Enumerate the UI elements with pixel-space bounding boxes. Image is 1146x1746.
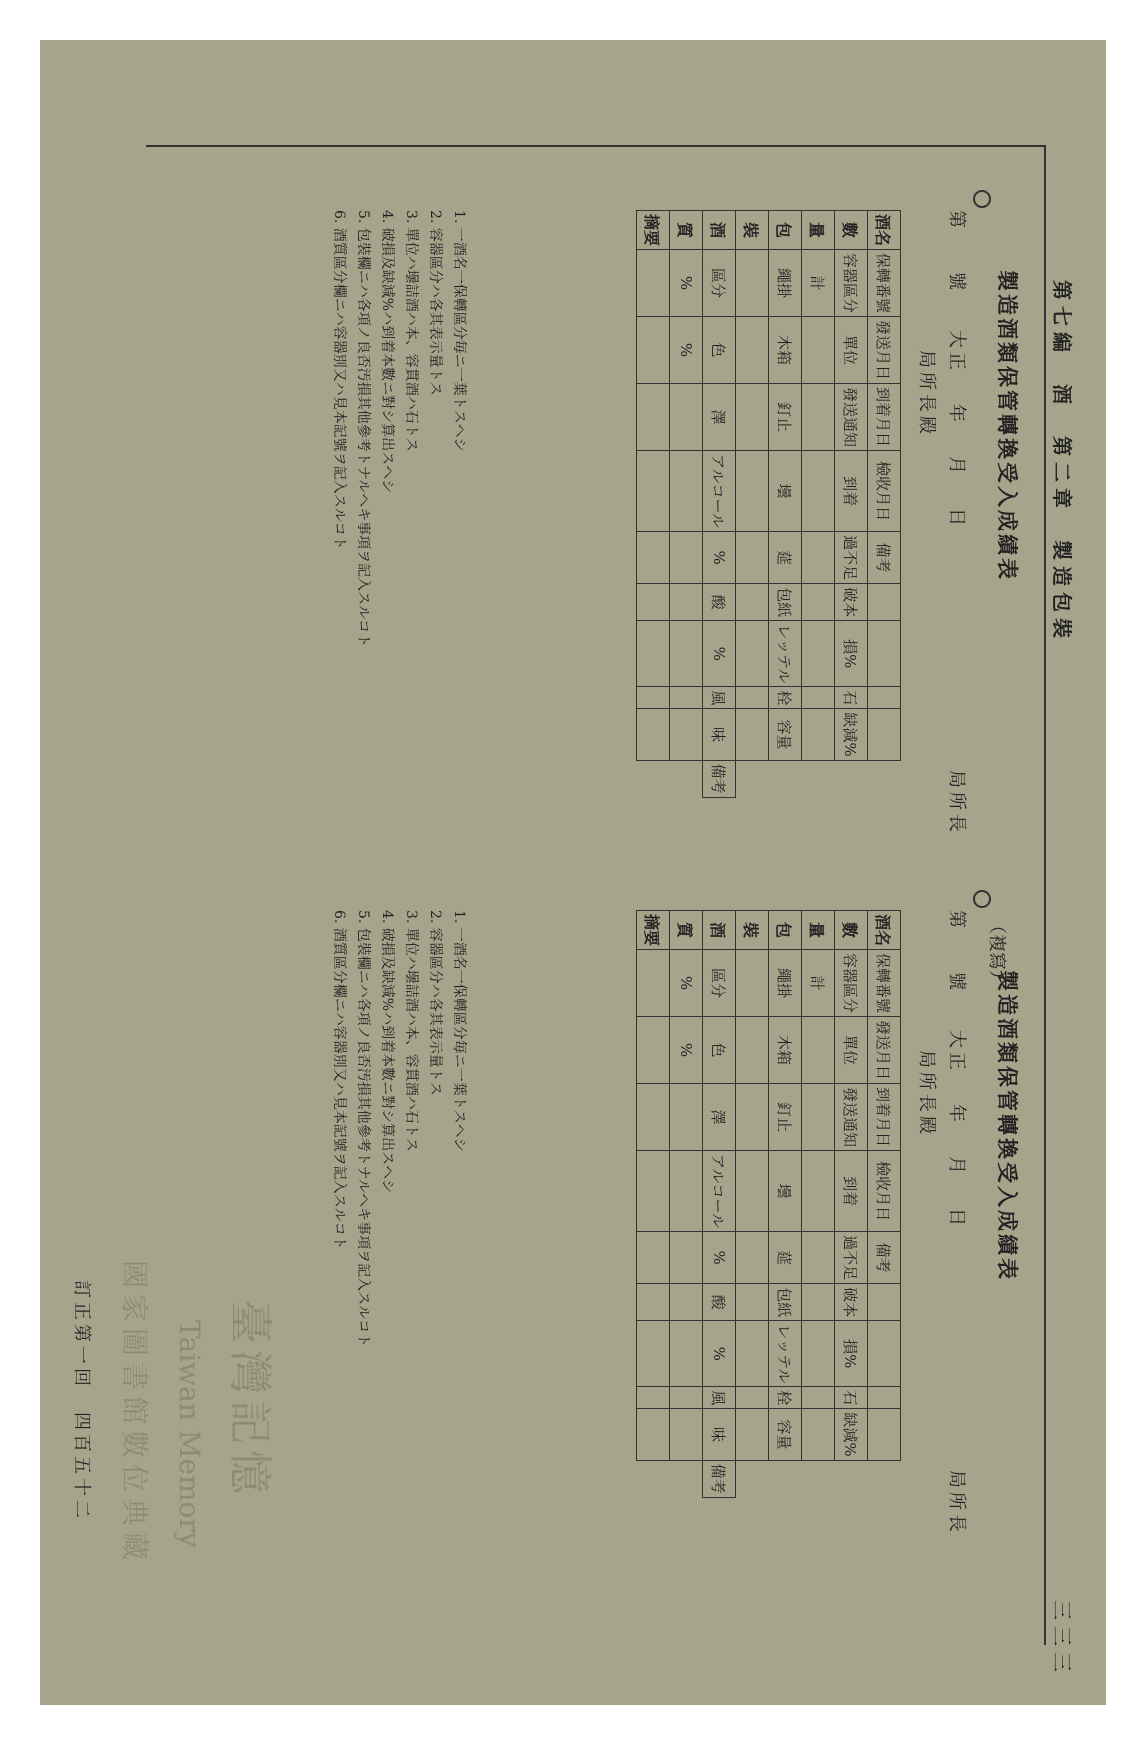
table-cell: 過不足 — [835, 532, 868, 584]
table-cell: 單位 — [835, 317, 868, 384]
table-cell: 酸 — [703, 584, 736, 621]
blank-cell[interactable] — [637, 709, 670, 760]
top-rule — [1044, 145, 1046, 1645]
blank-cell[interactable] — [736, 1284, 769, 1321]
number-line — [945, 910, 971, 1034]
blank-cell[interactable] — [670, 1409, 703, 1460]
form-duplicate — [131, 910, 1031, 1610]
copy-mark: （複寫） — [986, 916, 1007, 988]
table-cell: 木箱 — [769, 317, 802, 384]
blank-cell[interactable] — [637, 1232, 670, 1284]
table-row — [670, 211, 703, 798]
blank-cell[interactable] — [802, 1387, 835, 1409]
table-cell: % — [703, 532, 736, 584]
table-cell: 壜 — [769, 451, 802, 532]
chapter-header: 第七編 酒 第二章 製造包裝 — [1050, 280, 1074, 644]
table-cell: 莚 — [769, 1232, 802, 1284]
blank-cell[interactable] — [802, 621, 835, 687]
blank-cell[interactable] — [802, 1084, 835, 1151]
number-line — [945, 210, 971, 334]
blank-cell[interactable] — [637, 317, 670, 384]
table-cell: 容量 — [769, 1409, 802, 1460]
blank-cell[interactable] — [736, 584, 769, 621]
table-cell: 色 — [703, 317, 736, 384]
table-cell: 計 — [802, 950, 835, 1017]
blank-cell[interactable] — [637, 1084, 670, 1151]
table-row — [637, 211, 670, 798]
table-cell: 風 — [703, 687, 736, 709]
blank-cell[interactable] — [637, 950, 670, 1017]
table-cell: 味 — [703, 1409, 736, 1460]
table-cell: 繩掛 — [769, 250, 802, 317]
table-cell: % — [670, 317, 703, 384]
note-line: 1. 一酒名一保轉區分毎ニ一葉トスヘシ — [451, 210, 467, 452]
blank-cell[interactable] — [802, 451, 835, 532]
table-row — [703, 211, 736, 798]
table-cell: 發送月日 — [868, 1017, 901, 1084]
form-title: 製造酒類保管轉換受入成績表 — [995, 970, 1020, 1282]
blank-cell[interactable] — [736, 250, 769, 317]
table-cell: 檢收月日 — [868, 1151, 901, 1232]
blank-cell[interactable] — [868, 1321, 901, 1387]
row-header: 量 — [802, 911, 835, 950]
table-cell: アルコール — [703, 451, 736, 532]
number-line-part: 第 — [946, 910, 967, 932]
table-cell: 到着月日 — [868, 1084, 901, 1151]
binding-hole — [973, 190, 991, 208]
table-row — [637, 911, 670, 1498]
table-cell: 石 — [835, 687, 868, 709]
table-row — [736, 211, 769, 798]
blank-cell[interactable] — [670, 1084, 703, 1151]
table-cell: 區分 — [703, 250, 736, 317]
blank-cell[interactable] — [670, 709, 703, 760]
note-line: 5. 包裝欄ニハ各項ノ良否汚損其他參考トナルヘキ事項ヲ記入スルコト — [355, 910, 371, 1348]
blank-cell[interactable] — [670, 1321, 703, 1387]
note-line: 2. 容器區分ハ各其表示量トス — [427, 210, 443, 396]
blank-cell[interactable] — [670, 1284, 703, 1321]
note-line: 6. 酒質區分欄ニハ容器別又ハ見本記號ヲ記入スルコト — [331, 910, 347, 1250]
date-line-part: 大正 — [946, 1030, 967, 1074]
blank-cell[interactable] — [802, 384, 835, 451]
footer-edition: 訂正第一回 四百五十二 — [71, 1280, 92, 1522]
sender: 局所長 — [946, 1470, 967, 1536]
blank-cell[interactable] — [637, 1321, 670, 1387]
table-cell: 缺減% — [835, 1409, 868, 1460]
row-header: 摘要 — [637, 911, 670, 950]
table-cell: 釘止 — [769, 384, 802, 451]
table-cell: % — [670, 950, 703, 1017]
row-header: 酒 — [703, 211, 736, 250]
date-line-part: 年 — [946, 404, 967, 426]
note-line: 3. 單位ハ壜詰酒ハ本、容貫酒ハ石トス — [403, 910, 419, 1152]
blank-cell[interactable] — [868, 621, 901, 687]
row-header: 量 — [802, 211, 835, 250]
date-line-part: 月 — [946, 1156, 967, 1178]
form-title: 製造酒類保管轉換受入成績表 — [995, 270, 1020, 582]
addressee: 局所長殿 — [916, 1050, 937, 1138]
blank-cell[interactable] — [802, 584, 835, 621]
addressee: 局所長殿 — [916, 350, 937, 438]
table-cell: 到着 — [835, 1151, 868, 1232]
table-cell: 風 — [703, 1387, 736, 1409]
blank-cell[interactable] — [868, 687, 901, 709]
table-cell: 損% — [835, 621, 868, 687]
blank-cell[interactable] — [802, 1017, 835, 1084]
sender: 局所長 — [946, 770, 967, 836]
table-cell: 壜 — [769, 1151, 802, 1232]
blank-cell[interactable] — [736, 1151, 769, 1232]
form-table — [636, 910, 901, 1498]
blank-cell[interactable] — [868, 1387, 901, 1409]
table-cell: 備考 — [868, 532, 901, 584]
table-cell: 保轉番號 — [868, 250, 901, 317]
table-row — [703, 911, 736, 1498]
blank-cell[interactable] — [802, 317, 835, 384]
blank-cell[interactable] — [637, 250, 670, 317]
row-header: 數 — [835, 211, 868, 250]
note-line: 4. 破損及缺減%ハ到着本數ニ對シ算出スヘシ — [379, 910, 395, 1194]
blank-cell[interactable] — [637, 1387, 670, 1409]
table-cell: 繩掛 — [769, 950, 802, 1017]
note-line: 6. 酒質區分欄ニハ容器別又ハ見本記號ヲ記入スルコト — [331, 210, 347, 550]
table-cell: % — [670, 1017, 703, 1084]
date-line-part: 月 — [946, 456, 967, 478]
table-cell: 莚 — [769, 532, 802, 584]
blank-cell[interactable] — [736, 384, 769, 451]
form-table — [636, 210, 901, 798]
blank-cell[interactable] — [736, 317, 769, 384]
table-cell: 發送通知 — [835, 1084, 868, 1151]
row-header: 質 — [670, 911, 703, 950]
blank-cell[interactable] — [868, 709, 901, 760]
table-row — [769, 211, 802, 798]
notes-block — [327, 910, 471, 1550]
page-number: 三三三 — [1050, 1600, 1074, 1678]
table-cell: 破本 — [835, 584, 868, 621]
blank-cell[interactable] — [736, 1387, 769, 1409]
blank-cell[interactable] — [736, 621, 769, 687]
table-row — [835, 911, 868, 1498]
blank-cell[interactable] — [637, 1151, 670, 1232]
watermark-chinese: 臺灣記憶 — [224, 1300, 275, 1500]
note-line: 2. 容器區分ハ各其表示量トス — [427, 910, 443, 1096]
blank-cell[interactable] — [868, 1409, 901, 1460]
date-line — [945, 1030, 971, 1260]
blank-cell[interactable] — [637, 451, 670, 532]
table-cell: 備考 — [703, 760, 736, 797]
blank-cell[interactable] — [670, 687, 703, 709]
blank-cell[interactable] — [802, 532, 835, 584]
table-cell: レッテル — [769, 1321, 802, 1387]
table-cell: 缺減% — [835, 709, 868, 760]
blank-cell[interactable] — [802, 1409, 835, 1460]
blank-cell[interactable] — [868, 1284, 901, 1321]
rotated-spread — [40, 40, 1106, 1705]
blank-cell[interactable] — [637, 687, 670, 709]
table-cell: 容器區分 — [835, 950, 868, 1017]
notes-block — [327, 210, 471, 850]
table-cell: 區分 — [703, 950, 736, 1017]
table-row — [868, 211, 901, 798]
blank-cell[interactable] — [736, 687, 769, 709]
row-header: 裝 — [736, 211, 769, 250]
row-header: 酒 — [703, 911, 736, 950]
row-header: 質 — [670, 211, 703, 250]
row-header: 包 — [769, 911, 802, 950]
blank-cell[interactable] — [637, 384, 670, 451]
blank-cell[interactable] — [736, 709, 769, 760]
table-cell: アルコール — [703, 1151, 736, 1232]
table-cell: 澤 — [703, 384, 736, 451]
left-rule — [146, 145, 1046, 147]
table-cell: 單位 — [835, 1017, 868, 1084]
blank-cell[interactable] — [637, 1284, 670, 1321]
table-cell: 味 — [703, 709, 736, 760]
row-header: 裝 — [736, 911, 769, 950]
blank-cell[interactable] — [802, 687, 835, 709]
blank-cell[interactable] — [670, 1387, 703, 1409]
table-cell: % — [670, 250, 703, 317]
table-cell: % — [703, 1232, 736, 1284]
blank-cell[interactable] — [736, 1321, 769, 1387]
form-original — [131, 210, 1031, 910]
blank-cell[interactable] — [736, 1232, 769, 1284]
table-cell: % — [703, 1321, 736, 1387]
table-cell: 檢收月日 — [868, 451, 901, 532]
blank-cell[interactable] — [670, 1151, 703, 1232]
table-cell: 釘止 — [769, 1084, 802, 1151]
blank-cell[interactable] — [802, 709, 835, 760]
blank-cell[interactable] — [802, 1284, 835, 1321]
row-header: 摘要 — [637, 211, 670, 250]
table-cell: 破本 — [835, 1284, 868, 1321]
date-line-part: 大正 — [946, 330, 967, 374]
table-cell: 發送月日 — [868, 317, 901, 384]
binding-hole — [973, 890, 991, 908]
note-line: 4. 破損及缺減%ハ到着本數ニ對シ算出スヘシ — [379, 210, 395, 494]
table-row — [802, 211, 835, 798]
table-cell: 包紙 — [769, 1284, 802, 1321]
scanned-page — [40, 40, 1106, 1705]
table-cell: 到着 — [835, 451, 868, 532]
table-row — [802, 911, 835, 1498]
table-cell: 保轉番號 — [868, 950, 901, 1017]
blank-cell[interactable] — [637, 621, 670, 687]
blank-cell[interactable] — [670, 451, 703, 532]
blank-cell[interactable] — [670, 384, 703, 451]
table-cell: 色 — [703, 1017, 736, 1084]
date-line-part: 日 — [946, 1208, 967, 1230]
row-header: 包 — [769, 211, 802, 250]
table-cell: 備考 — [703, 1460, 736, 1497]
table-row — [835, 211, 868, 798]
table-row — [670, 911, 703, 1498]
table-cell: 計 — [802, 250, 835, 317]
date-line-part: 年 — [946, 1104, 967, 1126]
table-cell: 栓 — [769, 1387, 802, 1409]
row-header: 酒名 — [868, 911, 901, 950]
table-cell: 過不足 — [835, 1232, 868, 1284]
blank-cell[interactable] — [736, 532, 769, 584]
table-cell: 容器區分 — [835, 250, 868, 317]
blank-cell[interactable] — [868, 584, 901, 621]
blank-cell[interactable] — [670, 1232, 703, 1284]
blank-cell[interactable] — [736, 1084, 769, 1151]
blank-cell[interactable] — [637, 532, 670, 584]
number-line-part: 第 — [946, 210, 967, 232]
number-line-part: 號 — [946, 972, 967, 994]
table-cell: 損% — [835, 1321, 868, 1387]
note-line: 3. 單位ハ壜詰酒ハ本、容貫酒ハ石トス — [403, 210, 419, 452]
table-cell: 木箱 — [769, 1017, 802, 1084]
blank-cell[interactable] — [637, 1409, 670, 1460]
table-cell: レッテル — [769, 621, 802, 687]
blank-cell[interactable] — [736, 1017, 769, 1084]
blank-cell[interactable] — [670, 584, 703, 621]
blank-cell[interactable] — [637, 584, 670, 621]
blank-cell[interactable] — [670, 621, 703, 687]
table-row — [769, 911, 802, 1498]
blank-cell[interactable] — [670, 532, 703, 584]
blank-cell[interactable] — [802, 1321, 835, 1387]
table-cell: 栓 — [769, 687, 802, 709]
watermark-english: Taiwan Memory — [173, 1320, 206, 1548]
table-cell: 發送通知 — [835, 384, 868, 451]
table-row — [868, 911, 901, 1498]
row-header: 數 — [835, 911, 868, 950]
watermark-library: 國家圖書館數位典藏 — [118, 1260, 151, 1567]
table-cell: 容量 — [769, 709, 802, 760]
blank-cell[interactable] — [736, 451, 769, 532]
table-cell: 澤 — [703, 1084, 736, 1151]
table-row — [736, 911, 769, 1498]
note-line: 5. 包裝欄ニハ各項ノ良否汚損其他參考トナルヘキ事項ヲ記入スルコト — [355, 210, 371, 648]
blank-cell[interactable] — [736, 1409, 769, 1460]
table-cell: 石 — [835, 1387, 868, 1409]
number-line-part: 號 — [946, 272, 967, 294]
table-cell: % — [703, 621, 736, 687]
date-line — [945, 330, 971, 560]
blank-cell[interactable] — [802, 1151, 835, 1232]
table-cell: 包紙 — [769, 584, 802, 621]
table-cell: 酸 — [703, 1284, 736, 1321]
table-cell: 備考 — [868, 1232, 901, 1284]
note-line: 1. 一酒名一保轉區分毎ニ一葉トスヘシ — [451, 910, 467, 1152]
table-cell: 到着月日 — [868, 384, 901, 451]
blank-cell[interactable] — [802, 1232, 835, 1284]
blank-cell[interactable] — [637, 1017, 670, 1084]
blank-cell[interactable] — [736, 950, 769, 1017]
row-header: 酒名 — [868, 211, 901, 250]
date-line-part: 日 — [946, 508, 967, 530]
